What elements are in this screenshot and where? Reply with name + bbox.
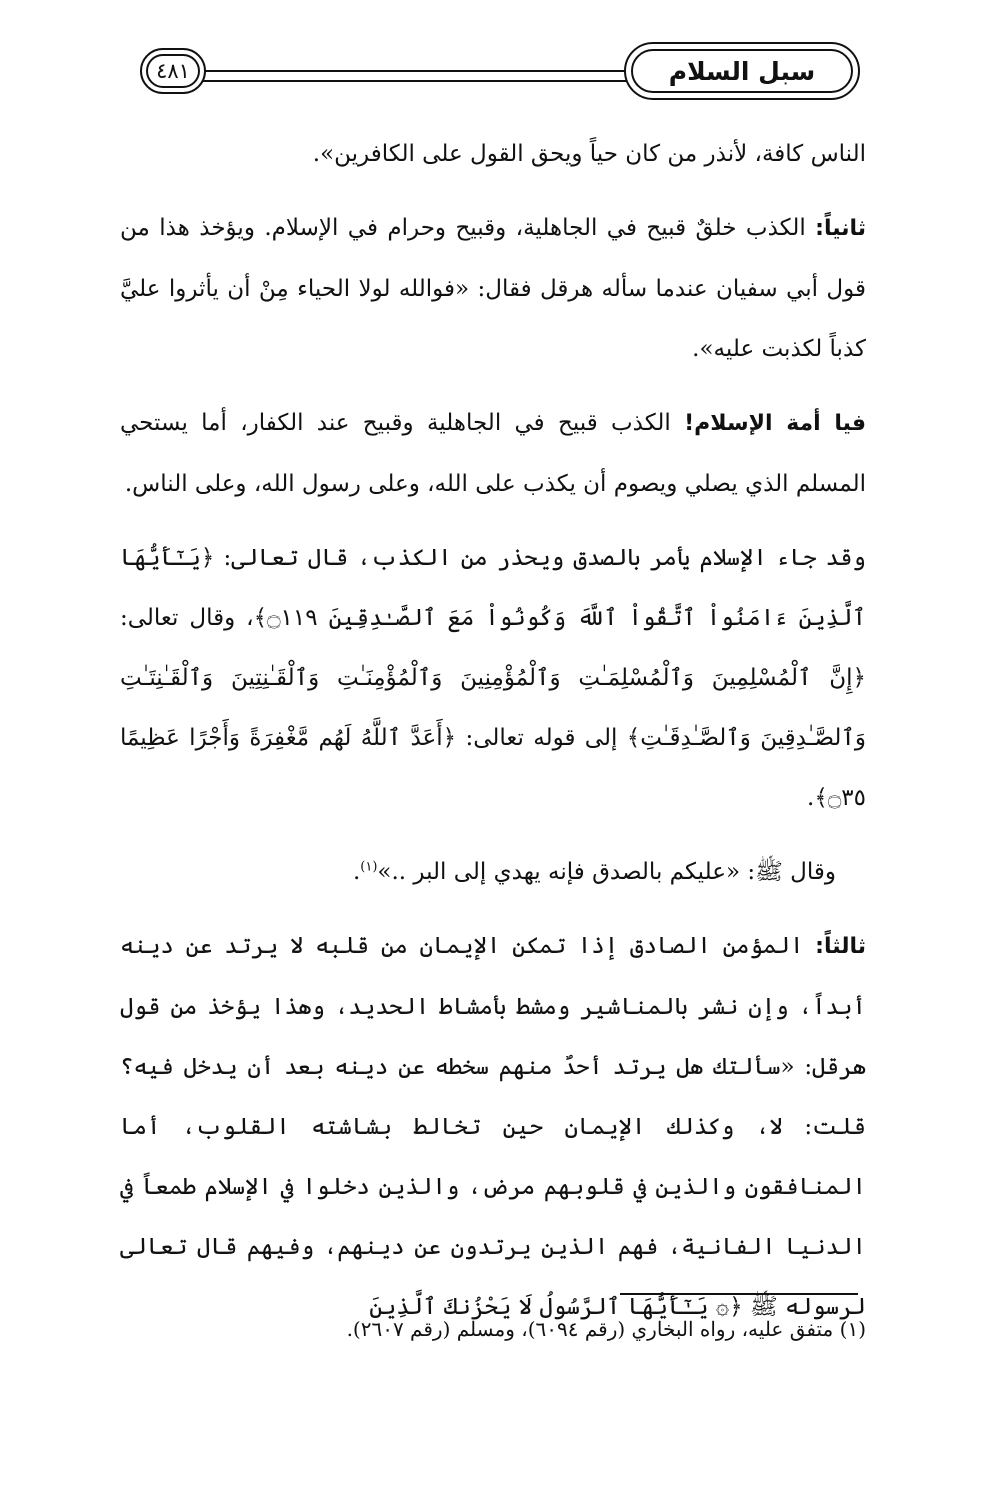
paragraph-lead: ثالثاً: xyxy=(815,934,866,959)
page-number-frame xyxy=(140,48,206,94)
paragraph-3 xyxy=(120,393,866,514)
paragraph-1 xyxy=(120,124,866,184)
page-number: ٤٨١ xyxy=(146,54,200,88)
footnote: (١) متفق عليه، رواه البخاري (رقم ٦٠٩٤)، ومسلم (رقم ٢٦٠٧). xyxy=(346,1317,866,1341)
paragraph-text: المؤمن الصادق إذا تمكن الإيمان من قلبه لا يرتد عن دينه أبداً، وإن نشر بالمناشير ومشط بأمشاط الحديد، وهذا يؤخذ من قول هرقل: «سألتك هل يرتد أحدٌ منهم سخطه عن دينه بعد أن يدخل فيه؟ قلت: لا، وكذلك الإيمان حين تخالط بشاشته القلوب، أما المنافقون والذين في قلوبهم مرض، والذين دخلوا في الإسلام طمعاً في الدنيا الفانية، فهم الذين يرتدون عن دينهم، وفيهم قال تعالى لرسوله ﷺ ﴿۞ يَـٰٓأَيُّهَا ٱلرَّسُولُ لَا يَحْزُنكَ ٱلَّذِينَ xyxy=(120,933,866,1320)
paragraph-text: الناس كافة، لأنذر من كان حياً ويحق القول على الكافرين». xyxy=(312,141,866,167)
page-header xyxy=(140,40,860,108)
running-title-frame xyxy=(624,42,860,100)
paragraph-text: الكذب قبيح في الجاهلية وقبيح عند الكفار، أما يستحي المسلم الذي يصلي ويصوم أن يكذب على الله، وعلى رسول الله، وعلى الناس. xyxy=(120,410,866,497)
footnote-marker[interactable]: (١) xyxy=(360,859,378,875)
paragraph-6 xyxy=(120,916,866,1337)
paragraph-text: وقد جاء الإسلام يأمر بالصدق ويحذر من الكذب، قال تعالى: ﴿يَـٰٓأَيُّهَا ٱلَّذِينَ ءَامَنُواْ ٱتَّقُواْ ٱللَّهَ وَكُونُواْ مَعَ ٱلصَّـٰدِقِينَ ۝١١٩﴾، وقال تعالى: ﴿إِنَّ ٱلْمُسْلِمِينَ وَٱلْمُسْلِمَـٰتِ وَٱلْمُؤْمِنِينَ وَٱلْمُؤْمِنَـٰتِ وَٱلْقَـٰنِتِينَ وَٱلْقَـٰنِتَـٰتِ وَٱلصَّـٰدِقِينَ وَٱلصَّـٰدِقَـٰتِ﴾ إلى قوله تعالى: ﴿أَعَدَّ ٱللَّهُ لَهُم مَّغْفِرَةً وَأَجْرًا عَظِيمًا ۝٣٥﴾. xyxy=(120,545,867,811)
paragraph-5 xyxy=(120,842,866,902)
paragraph-text: الكذب خلقٌ قبيح في الجاهلية، وقبيح وحرام في الإسلام. ويؤخذ هذا من قول أبي سفيان عندما سأله هرقل فقال: «فوالله لولا الحياء مِنْ أن يأثروا عليَّ كذباً لكذبت عليه». xyxy=(120,215,866,362)
paragraph-4 xyxy=(120,528,866,828)
paragraph-lead: ثانياً: xyxy=(815,216,866,241)
paragraph-2 xyxy=(120,198,866,379)
running-title: سبل السلام xyxy=(631,49,853,93)
header-double-rule xyxy=(200,70,660,82)
footnote-divider xyxy=(620,1293,858,1295)
body-text xyxy=(120,124,866,1351)
paragraph-lead: فيا أمة الإسلام! xyxy=(684,411,866,436)
paragraph-trailing: . xyxy=(352,859,361,885)
paragraph-text: وقال ﷺ: «عليكم بالصدق فإنه يهدي إلى البر ..» xyxy=(377,859,836,885)
